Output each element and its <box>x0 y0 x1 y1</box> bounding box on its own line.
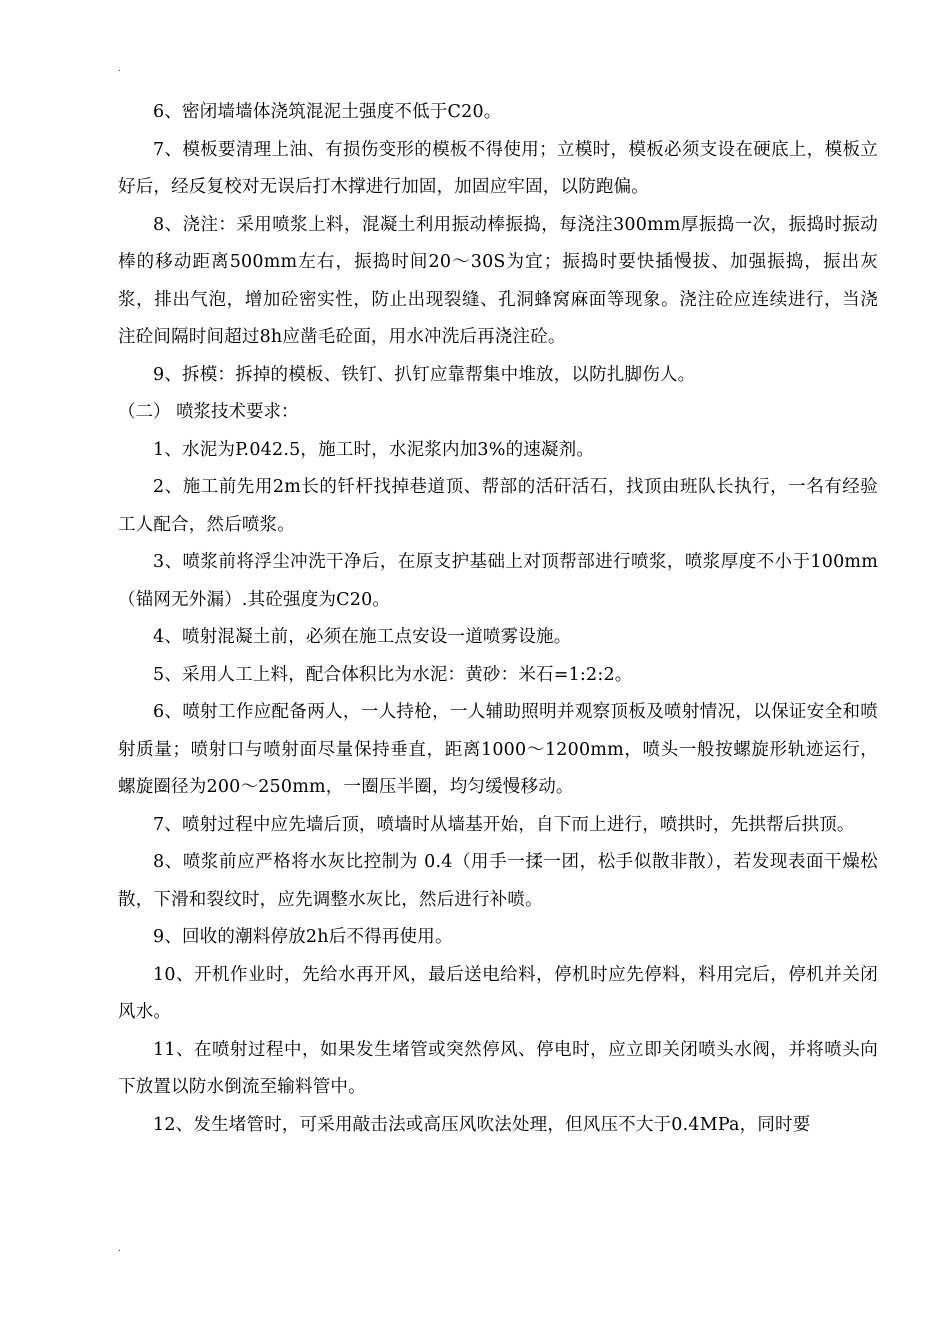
paragraph: 8、喷浆前应严格将水灰比控制为 0.4（用手一揉一团，松手似散非散），若发现表面干燥松散，下滑和裂纹时，应先调整水灰比，然后进行补喷。 <box>118 852 878 910</box>
paragraph: 6、喷射工作应配备两人，一人持枪，一人辅助照明并观察顶板及喷射情况，以保证安全和喷射质量；喷射口与喷射面尽量保持垂直，距离1000～1200mm，喷头一般按螺旋形轨迹运行，螺旋圈径为200～250mm，一圈压半圈，均匀缓慢移动。 <box>118 702 878 797</box>
paragraph: 10、开机作业时，先给水再开风，最后送电给料，停机时应先停料，料用完后，停机并关闭风水。 <box>118 964 878 1022</box>
paragraph: 2、施工前先用2m长的钎杆找掉巷道顶、帮部的活矸活石，找顶由班队长执行，一名有经验工人配合，然后喷浆。 <box>118 477 878 535</box>
paragraph: 5、采用人工上料，配合体积比为水泥：黄砂：米石=1:2:2。 <box>153 664 633 685</box>
paragraph: 12、发生堵管时，可采用敲击法或高压风吹法处理，但风压不大于0.4MPa，同时要 <box>153 1114 811 1135</box>
page-top-marker: . <box>118 63 121 74</box>
paragraph: 7、喷射过程中应先墙后顶，喷墙时从墙基开始，自下而上进行，喷拱时，先拱帮后拱顶。 <box>153 814 855 835</box>
paragraph: 3、喷浆前将浮尘冲洗干净后，在原支护基础上对顶帮部进行喷浆，喷浆厚度不小于100mm（锚网无外漏）.其砼强度为C20。 <box>118 552 878 610</box>
page-bottom-marker: . <box>118 1243 121 1254</box>
section-heading: （二） 喷浆技术要求： <box>118 402 299 422</box>
paragraph: 11、在喷射过程中，如果发生堵管或突然停风、停电时，应立即关闭喷头水阀，并将喷头向下放置以防水倒流至输料管中。 <box>118 1039 878 1097</box>
paragraph: 4、喷射混凝土前，必须在施工点安设一道喷雾设施。 <box>153 627 572 647</box>
paragraph: 1、水泥为P.042.5，施工时，水泥浆内加3%的速凝剂。 <box>153 439 595 460</box>
document-body <box>118 94 878 1144</box>
paragraph: 9、拆模：拆掉的模板、铁钉、扒钉应靠帮集中堆放，以防扎脚伤人。 <box>153 364 696 385</box>
paragraph: 6、密闭墙墙体浇筑混泥土强度不低于C20。 <box>153 102 502 122</box>
paragraph: 7、模板要清理上油、有损伤变形的模板不得使用；立模时，模板必须支设在硬底上，模板立好后，经反复校对无误后打木撑进行加固，加固应牢固，以防跑偏。 <box>118 139 878 197</box>
paragraph: 8、浇注：采用喷浆上料，混凝土利用振动棒振捣，每浇注300mm厚振捣一次，振捣时振动棒的移动距离500mm左右，振捣时间20～30S为宜；振捣时要快插慢拔、加强振捣，振出灰浆，排出气泡，增加砼密实性，防止出现裂缝、孔洞蜂窝麻面等现象。浇注砼应连续进行，当浇注砼间隔时间超过8h应凿毛砼面，用水冲洗后再浇注砼。 <box>118 214 878 347</box>
paragraph: 9、回收的潮料停放2h后不得再使用。 <box>153 927 453 947</box>
